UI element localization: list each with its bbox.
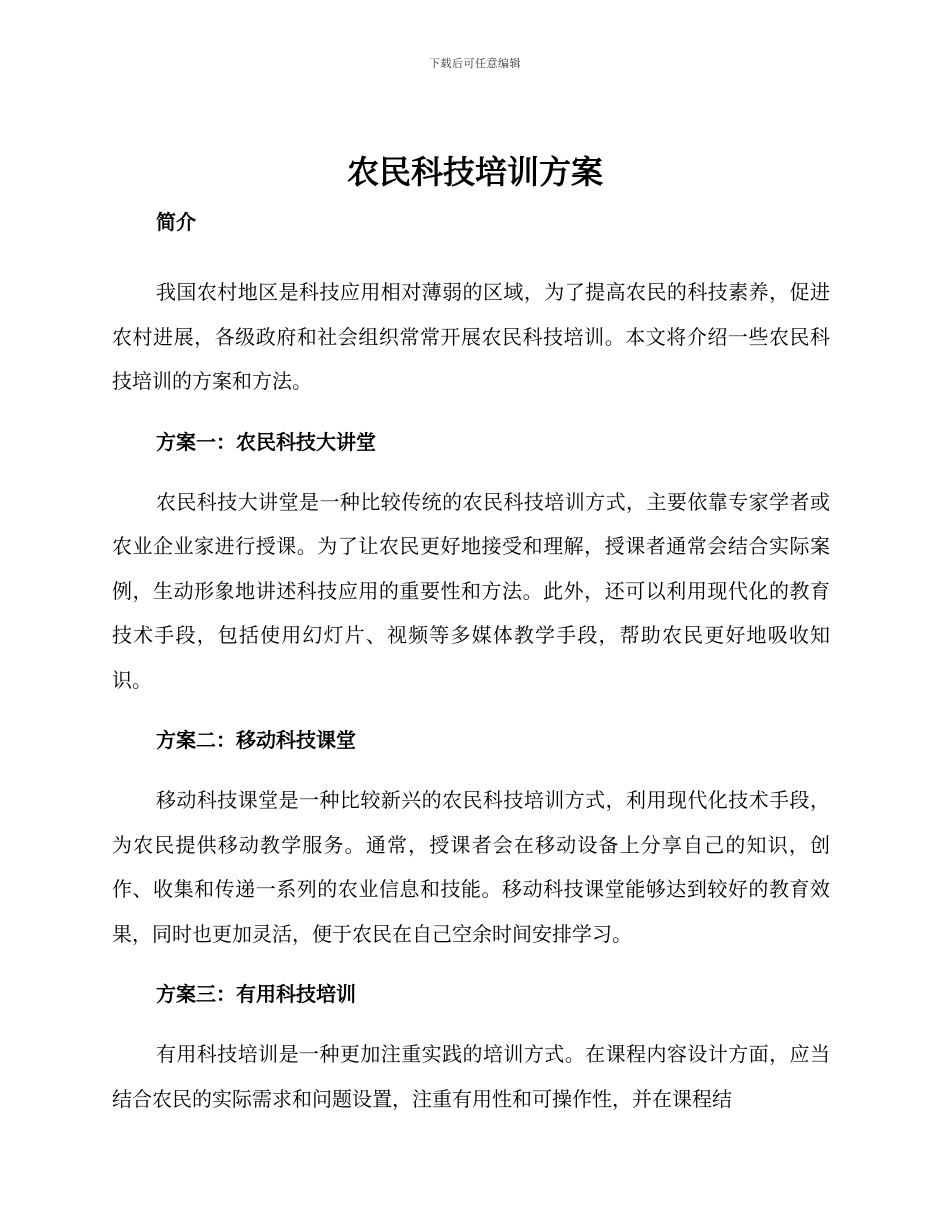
section-heading-plan-1: 方案一：农民科技大讲堂: [156, 429, 376, 454]
document-title: 农民科技培训方案: [346, 153, 603, 191]
document-body: [112, 200, 830, 1121]
section-heading-plan-2: 方案二：移动科技课堂: [156, 728, 356, 752]
page-header-note: 下载后可任意编辑: [429, 57, 521, 70]
section-paragraph-plan-2: 移动科技课堂是一种比较新兴的农民科技培训方式，利用现代化技术手段，为农民提供移动教学服务。通常，授课者会在移动设备上分享自己的知识，创作、收集和传递一系列的农业信息和技能。移动科技课堂能够达到较好的教育效果，同时也更加灵活，便于农民在自己空余时间安排学习。: [112, 788, 830, 946]
section-paragraph-plan-3: 有用科技培训是一种更加注重实践的培训方式。在课程内容设计方面，应当结合农民的实际需求和问题设置，注重有用性和可操作性，并在课程结: [112, 1042, 830, 1111]
section-paragraph-intro: 我国农村地区是科技应用相对薄弱的区域，为了提高农民的科技素养，促进农村进展，各级政府和社会组织常常开展农民科技培训。本文将介绍一些农民科技培训的方案和方法。: [112, 280, 830, 393]
section-paragraph-plan-1: 农民科技大讲堂是一种比较传统的农民科技培训方式，主要依靠专家学者或农业企业家进行授课。为了让农民更好地接受和理解，授课者通常会结合实际案例，生动形象地讲述科技应用的重要性和方法。此外，还可以利用现代化的教育技术手段，包括使用幻灯片、视频等多媒体教学手段，帮助农民更好地吸收知识。: [112, 489, 830, 692]
section-heading-plan-3: 方案三：有用科技培训: [156, 982, 356, 1006]
section-heading-intro: 简介: [156, 210, 196, 234]
